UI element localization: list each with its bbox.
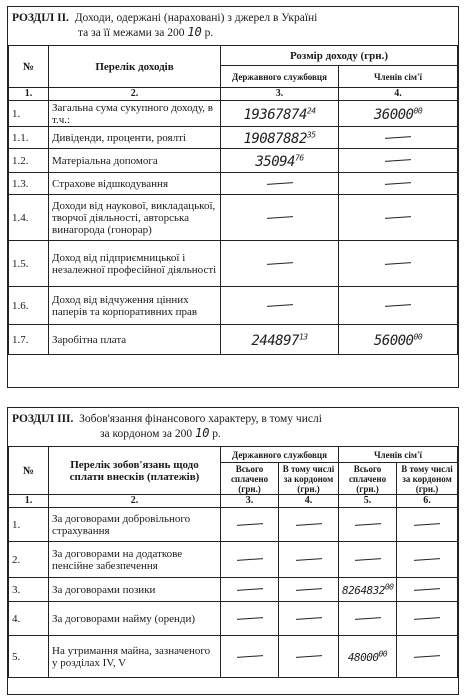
handwritten-amount xyxy=(374,107,422,123)
handwritten-dash xyxy=(295,656,321,659)
official-amount xyxy=(221,287,339,325)
obligation-label: На утримання майна, зазначеного у розділах IV, V xyxy=(49,636,221,678)
handwritten-amount xyxy=(243,107,315,123)
row-number: 4. xyxy=(9,602,49,636)
handwritten-dash xyxy=(414,589,440,592)
family-amount xyxy=(339,149,458,173)
income-row xyxy=(9,173,458,195)
section-2-title-line1: Доходи, одержані (нараховані) з джерел в Україні xyxy=(74,12,318,24)
row-number: 1. xyxy=(9,508,49,542)
row-number: 1.5. xyxy=(9,241,49,287)
amount-value: 36000 xyxy=(373,106,414,123)
amount-value: 8264832 xyxy=(342,584,385,598)
row-number: 1. xyxy=(9,101,49,127)
row-number: 1.7. xyxy=(9,325,49,355)
income-table xyxy=(8,45,458,355)
section-2-title xyxy=(8,7,458,45)
handwritten-dash xyxy=(385,137,411,140)
col-head-obligation-list: Перелік зобов'язань щодо сплати внесків (платежів) xyxy=(49,447,221,495)
family-abroad xyxy=(397,602,458,636)
family-amount xyxy=(339,127,458,149)
row-number: 5. xyxy=(9,636,49,678)
handwritten-dash xyxy=(385,160,411,163)
handwritten-dash xyxy=(266,183,292,186)
handwritten-dash xyxy=(236,524,262,527)
income-row xyxy=(9,195,458,241)
col-head-income-list: Перелік доходів xyxy=(49,46,221,88)
income-row xyxy=(9,101,458,127)
col-head-official: Державного службовця xyxy=(221,66,339,88)
handwritten-amount xyxy=(255,154,303,170)
handwritten-dash xyxy=(385,217,411,220)
family-paid xyxy=(339,602,397,636)
col-head-family: Членів сім'ї xyxy=(339,66,458,88)
col-num: 4. xyxy=(279,495,339,508)
official-abroad xyxy=(279,508,339,542)
col-head-official-paid: Всього сплачено (грн.) xyxy=(221,463,279,495)
official-amount xyxy=(221,101,339,127)
handwritten-dash xyxy=(295,589,321,592)
income-row xyxy=(9,325,458,355)
handwritten-dash xyxy=(266,217,292,220)
section-3 xyxy=(7,407,459,695)
income-row xyxy=(9,287,458,325)
handwritten-dash xyxy=(414,656,440,659)
handwritten-dash xyxy=(266,263,292,266)
column-number-row xyxy=(9,88,458,101)
section-3-title-line2: за кордоном за 200 xyxy=(100,428,193,440)
obligation-label: За договорами найму (оренди) xyxy=(49,602,221,636)
col-num: 6. xyxy=(397,495,458,508)
handwritten-dash xyxy=(236,559,262,562)
official-paid xyxy=(221,602,279,636)
family-amount xyxy=(339,241,458,287)
amount-value: 48000 xyxy=(347,651,379,665)
col-num: 3. xyxy=(221,495,279,508)
obligation-row xyxy=(9,636,458,678)
row-number: 2. xyxy=(9,542,49,578)
row-number: 1.1. xyxy=(9,127,49,149)
col-num: 2. xyxy=(49,88,221,101)
col-head-income-size: Розмір доходу (грн.) xyxy=(221,46,458,66)
row-number: 3. xyxy=(9,578,49,602)
family-amount xyxy=(339,287,458,325)
col-num: 1. xyxy=(9,88,49,101)
col-head-official-abroad: В тому числі за кордоном (грн.) xyxy=(279,463,339,495)
amount-value: 56000 xyxy=(373,332,414,349)
col-num: 4. xyxy=(339,88,458,101)
handwritten-amount xyxy=(251,333,307,349)
family-abroad xyxy=(397,636,458,678)
handwritten-dash xyxy=(236,656,262,659)
section-2 xyxy=(7,6,459,388)
amount-cents: 76 xyxy=(295,153,304,163)
column-number-row xyxy=(9,495,458,508)
official-amount xyxy=(221,195,339,241)
official-amount xyxy=(221,173,339,195)
handwritten-amount xyxy=(348,651,387,664)
handwritten-dash xyxy=(266,305,292,308)
section-3-year: 10 xyxy=(194,426,210,440)
section-2-title-line2: та за її межами за 200 xyxy=(78,27,185,39)
handwritten-dash xyxy=(354,559,380,562)
family-abroad xyxy=(397,508,458,542)
handwritten-amount xyxy=(243,131,315,147)
income-row xyxy=(9,149,458,173)
official-paid xyxy=(221,578,279,602)
handwritten-amount xyxy=(342,584,394,597)
handwritten-dash xyxy=(295,618,321,621)
section-3-title-line1: Зобов'язання фінансового характеру, в тому числі xyxy=(79,413,322,425)
income-label: Заробітна плата xyxy=(49,325,221,355)
obligation-label: За договорами добровільного страхування xyxy=(49,508,221,542)
row-number: 1.3. xyxy=(9,173,49,195)
handwritten-dash xyxy=(414,524,440,527)
handwritten-dash xyxy=(385,183,411,186)
obligation-label: За договорами позики xyxy=(49,578,221,602)
income-label: Дивіденди, проценти, роялті xyxy=(49,127,221,149)
handwritten-dash xyxy=(414,559,440,562)
obligation-row xyxy=(9,602,458,636)
obligation-row xyxy=(9,508,458,542)
handwritten-dash xyxy=(295,524,321,527)
handwritten-dash xyxy=(236,618,262,621)
income-label: Страхове відшкодування xyxy=(49,173,221,195)
col-head-num: № xyxy=(9,447,49,495)
handwritten-dash xyxy=(295,559,321,562)
col-num: 5. xyxy=(339,495,397,508)
col-num: 2. xyxy=(49,495,221,508)
amount-value: 19367874 xyxy=(243,106,307,123)
amount-cents: 13 xyxy=(298,332,308,342)
section-2-year: 10 xyxy=(187,25,202,39)
official-abroad xyxy=(279,578,339,602)
handwritten-dash xyxy=(354,524,380,527)
amount-cents: 00 xyxy=(413,106,423,116)
row-number: 1.6. xyxy=(9,287,49,325)
family-paid xyxy=(339,508,397,542)
col-num: 3. xyxy=(221,88,339,101)
income-label: Доход від відчуження цінних паперів та корпоративних прав xyxy=(49,287,221,325)
income-label: Доходи від наукової, викладацької, творчої діяльності, авторська винагорода (гонорар) xyxy=(49,195,221,241)
family-amount xyxy=(339,325,458,355)
amount-cents: 00 xyxy=(378,649,388,659)
section-3-label: РОЗДІЛ ІІІ. xyxy=(12,413,74,425)
income-label: Загальна сума сукупного доходу, в т.ч.: xyxy=(49,101,221,127)
official-abroad xyxy=(279,542,339,578)
amount-cents: 00 xyxy=(384,582,394,592)
obligation-row xyxy=(9,542,458,578)
amount-cents: 35 xyxy=(306,130,316,140)
family-amount xyxy=(339,195,458,241)
handwritten-dash xyxy=(385,305,411,308)
handwritten-dash xyxy=(385,263,411,266)
official-amount xyxy=(221,149,339,173)
official-paid xyxy=(221,636,279,678)
handwritten-dash xyxy=(236,589,262,592)
col-head-family-paid: Всього сплачено (грн.) xyxy=(339,463,397,495)
col-num: 1. xyxy=(9,495,49,508)
official-abroad xyxy=(279,636,339,678)
amount-value: 19087882 xyxy=(243,130,307,147)
obligation-row xyxy=(9,578,458,602)
handwritten-amount xyxy=(374,333,422,349)
income-label: Матеріальна допомога xyxy=(49,149,221,173)
official-amount xyxy=(221,127,339,149)
official-paid xyxy=(221,508,279,542)
family-abroad xyxy=(397,542,458,578)
family-amount xyxy=(339,101,458,127)
family-amount xyxy=(339,173,458,195)
col-head-family: Членів сім'ї xyxy=(339,447,458,463)
amount-cents: 24 xyxy=(306,106,316,116)
official-amount xyxy=(221,325,339,355)
row-number: 1.2. xyxy=(9,149,49,173)
family-paid xyxy=(339,578,397,602)
income-row xyxy=(9,241,458,287)
section-3-title-suffix: р. xyxy=(212,428,221,440)
section-3-title xyxy=(8,408,458,446)
official-paid xyxy=(221,542,279,578)
family-paid xyxy=(339,542,397,578)
section-2-label: РОЗДІЛ ІІ. xyxy=(12,12,69,24)
section-2-title-suffix: р. xyxy=(204,27,214,39)
amount-cents: 00 xyxy=(413,332,423,342)
handwritten-dash xyxy=(354,618,380,621)
amount-value: 35094 xyxy=(255,153,295,170)
obligation-label: За договорами на додаткове пенсійне забезпечення xyxy=(49,542,221,578)
col-head-family-abroad: В тому числі за кордоном (грн.) xyxy=(397,463,458,495)
family-paid xyxy=(339,636,397,678)
obligations-table xyxy=(8,446,458,678)
official-amount xyxy=(221,241,339,287)
col-head-official: Державного службовця xyxy=(221,447,339,463)
amount-value: 244897 xyxy=(251,332,299,349)
row-number: 1.4. xyxy=(9,195,49,241)
handwritten-dash xyxy=(414,618,440,621)
income-row xyxy=(9,127,458,149)
family-abroad xyxy=(397,578,458,602)
official-abroad xyxy=(279,602,339,636)
income-label: Доход від підприємницької і незалежної професійної діяльності xyxy=(49,241,221,287)
col-head-num: № xyxy=(9,46,49,88)
